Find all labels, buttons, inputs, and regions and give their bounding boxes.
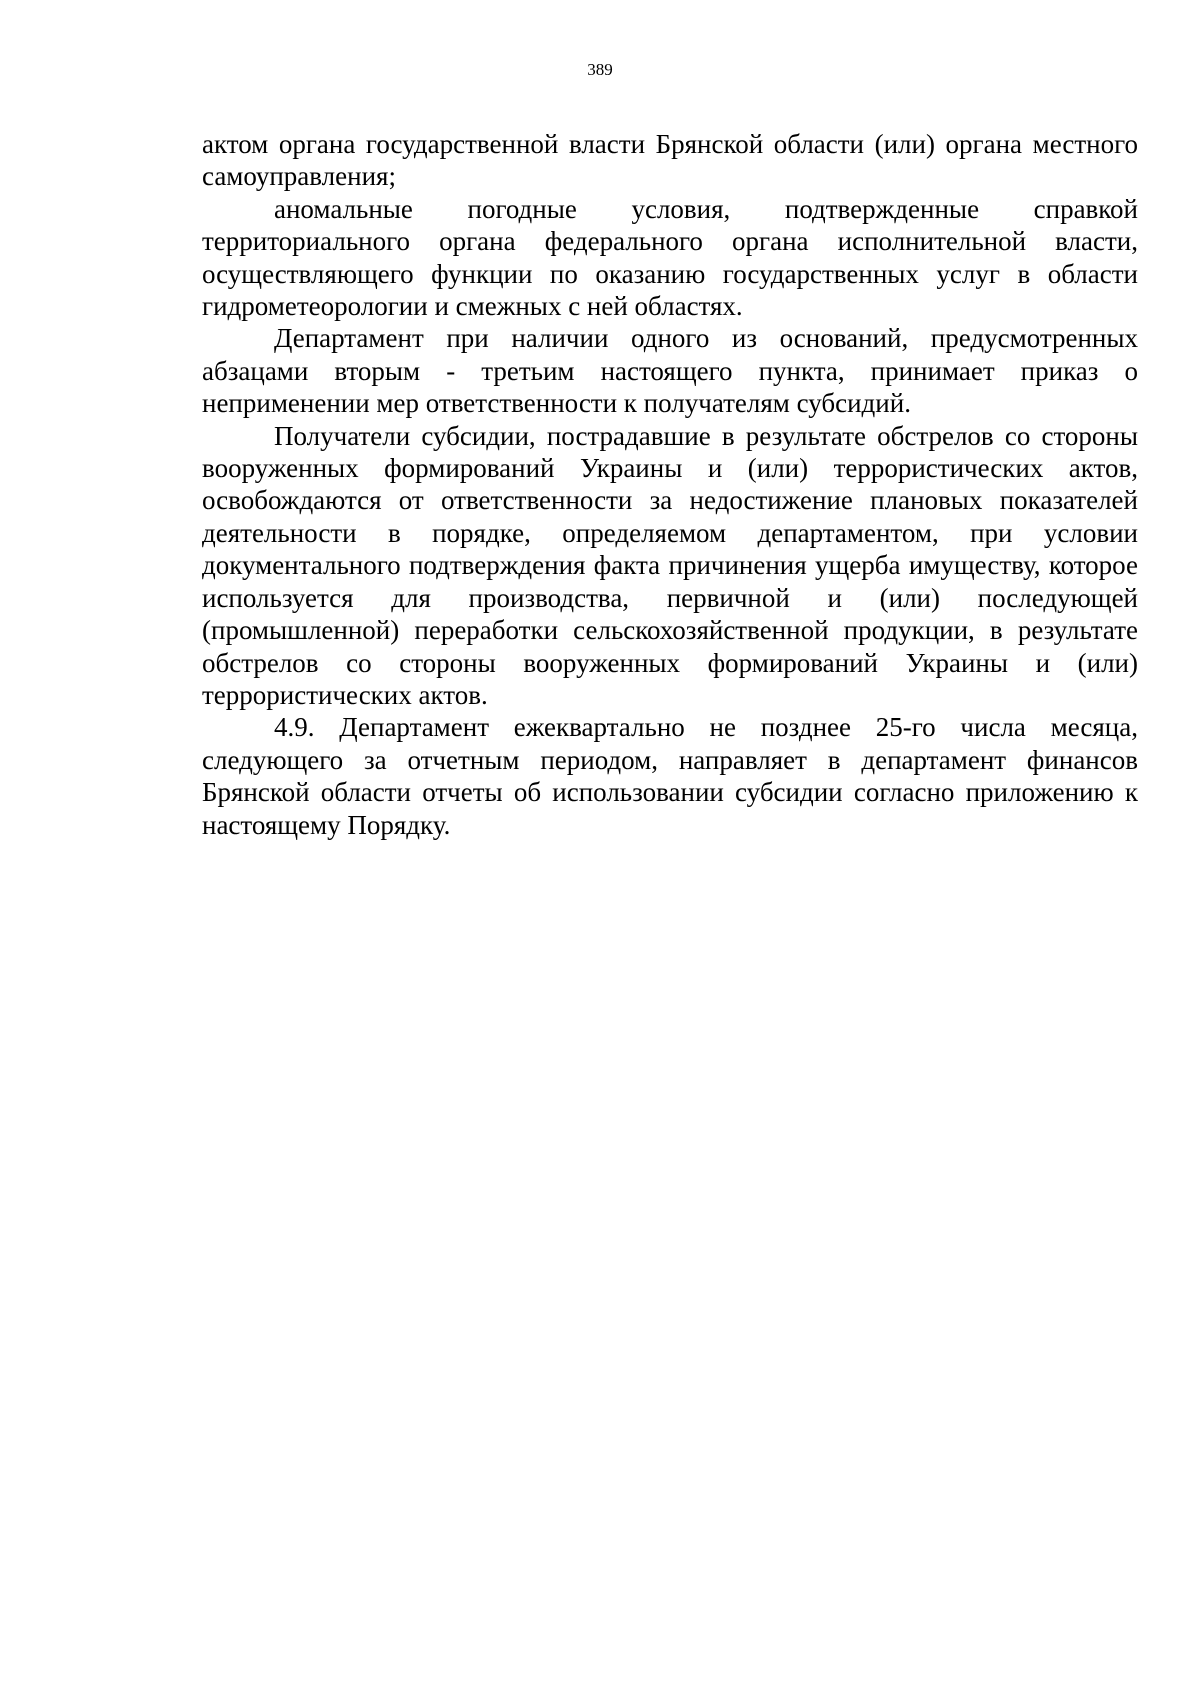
paragraph-weather-conditions: аномальные погодные условия, подтвержденные справкой территориального органа федерального органа исполнительной власти, осуществляющего функции по оказанию государственных услуг в области гидрометеорологии и смежных с ней областях.	[202, 193, 1138, 322]
paragraph-department-order: Департамент при наличии одного из оснований, предусмотренных абзацами вторым - третьим настоящего пункта, принимает приказ о неприменении мер ответственности к получателям субсидий.	[202, 323, 1138, 419]
page-number: 389	[587, 60, 613, 79]
paragraph-recipients-exemption: Получатели субсидии, пострадавшие в результате обстрелов со стороны вооруженных формирований Украины и (или) террористических актов, освобождаются от ответственности за недостижение плановых показателей деятельности в порядке, определяемом департаментом, при условии документального подтверждения факта причинения ущерба имуществу, которое используется для производства, первичной и (или) последующей (промышленной) переработки сельскохозяйственной продукции, в результате обстрелов со стороны вооруженных формирований Украины и (или) террористических актов.	[202, 420, 1138, 710]
document-body	[202, 128, 1138, 841]
paragraph-4-9-reports: 4.9. Департамент ежеквартально не позднее 25-го числа месяца, следующего за отчетным периодом, направляет в департамент финансов Брянской области отчеты об использовании субсидии согласно приложению к настоящему Порядку.	[202, 712, 1138, 840]
paragraph-continuation: актом органа государственной власти Брянской области (или) органа местного самоуправления;	[202, 129, 1138, 192]
